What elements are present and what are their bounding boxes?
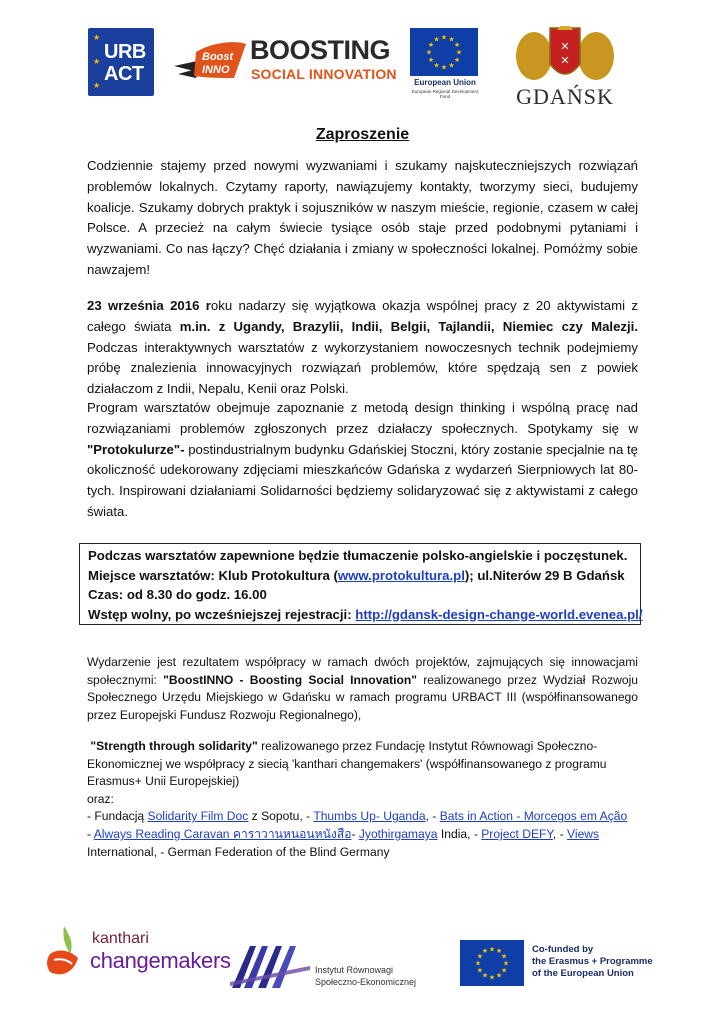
info-registration-label: Wstęp wolny, po wcześniejszej rejestracji: bbox=[88, 606, 356, 622]
svg-text:INNO: INNO bbox=[202, 64, 230, 76]
program-paragraph bbox=[87, 398, 638, 523]
project-defy-link[interactable]: Project DEFY bbox=[481, 826, 553, 841]
eu-star: ★ bbox=[427, 55, 435, 64]
eu-star: ★ bbox=[500, 966, 508, 975]
partners-sep-7: , - bbox=[552, 826, 568, 841]
eu-sublabel: European Regional Development Fund bbox=[411, 89, 479, 99]
eu-star: ★ bbox=[500, 952, 508, 961]
solidarity-project bbox=[87, 738, 638, 791]
eu-star: ★ bbox=[427, 40, 435, 49]
always-reading-caravan-link[interactable]: Always Reading Caravan คาราวานหนอนหนังสือ bbox=[93, 826, 352, 841]
info-location bbox=[88, 566, 632, 586]
eu-star: ★ bbox=[448, 61, 455, 70]
eu-star: ★ bbox=[433, 35, 440, 44]
boostinno-title: BOOSTING bbox=[250, 35, 391, 65]
eu-star: ★ bbox=[476, 952, 484, 961]
jyothirgamaya-link[interactable]: Jyothirgamaya bbox=[358, 826, 438, 841]
erasmus-cofunded-text bbox=[532, 944, 653, 980]
eu-star: ★ bbox=[425, 48, 433, 57]
erasmus-line2: the Erasmus + Programme bbox=[532, 956, 653, 967]
eu-flag-icon bbox=[410, 28, 478, 76]
boostinno-subtitle: SOCIAL INNOVATION bbox=[251, 66, 397, 82]
gdansk-wordmark: GDAŃSK bbox=[516, 84, 614, 109]
protokultura-link[interactable]: www.protokultura.pl bbox=[337, 567, 465, 583]
program-text-2: postindustrialnym budynku Gdańskiej Stoczni, który zostanie specjalnie na tę okoliczność udekorowany zdjęciami mieszkańców Gdańska z wydarzeń Sierpniowych lat 80-tych. Inspirowani działaniami Solidarności będziemy solidaryzować się z aktywistami z całego świata. bbox=[87, 441, 638, 519]
eu-star: ★ bbox=[433, 61, 440, 70]
irs-logo-icon bbox=[230, 942, 312, 990]
partners-sep-1: - Fundacją bbox=[87, 809, 148, 824]
oraz-label: oraz: bbox=[87, 791, 114, 806]
event-text-1: oku nadarzy się wyjątkowa okazja wspólnej pracy z 20 aktywistami z całego świata bbox=[87, 298, 638, 334]
event-date: 23 września 2016 r bbox=[87, 298, 211, 313]
irs-name-line1: Instytut Równowagi bbox=[315, 965, 394, 975]
views-link[interactable]: Views bbox=[567, 826, 600, 841]
kanthari-word: kanthari bbox=[92, 930, 149, 947]
eu-star: ★ bbox=[453, 55, 461, 64]
venue-name: "Protokulurze"- bbox=[87, 441, 185, 457]
urbact-logo: ★ ★ ★ URB ACT bbox=[88, 28, 154, 96]
partners-sep-6: India, - bbox=[437, 826, 482, 841]
info-address: ); ul.Niterów 29 B Gdańsk bbox=[464, 567, 625, 583]
info-location-label: Miejsce warsztatów: Klub Protokultura ( bbox=[88, 567, 338, 583]
eu-star: ★ bbox=[476, 966, 484, 975]
project-solidarity: "Strength through solidarity" bbox=[90, 739, 258, 753]
urbact-line1: URB bbox=[104, 41, 146, 63]
eu-star: ★ bbox=[474, 959, 482, 968]
erasmus-line3: of the European Union bbox=[532, 968, 634, 979]
partners-line-3: International, - German Federation of the Blind Germany bbox=[87, 844, 390, 859]
projects-paragraph bbox=[87, 654, 638, 724]
eu-star: ★ bbox=[481, 947, 489, 956]
changemakers-word: changemakers bbox=[90, 948, 231, 973]
thumbs-up-uganda-link[interactable]: Thumbs Up- Uganda bbox=[313, 809, 426, 824]
eu-star: ★ bbox=[455, 48, 463, 57]
erasmus-line1: Co-funded by bbox=[532, 944, 594, 955]
program-text-1: Program warsztatów obejmuje zapoznanie z metodą design thinking i wspólną pracę nad rozwiązaniami problemów zgłoszonych przez działaczy społecznych. Spotykamy się w bbox=[87, 400, 638, 436]
kanthari-logo-icon bbox=[40, 924, 88, 980]
event-paragraph bbox=[87, 296, 638, 400]
eu-star: ★ bbox=[481, 971, 489, 980]
projects-text-2: realizowanego przez Wydział Rozwoju Społecznego Urzędu Miejskiego w Gdańsku w ramach programu URBACT III (współfinansowanego przez Europejski Fundusz Rozwoju Regionalnego), bbox=[87, 672, 639, 722]
eu-star: ★ bbox=[495, 947, 503, 956]
project-boostinno: "BoostINNO - Boosting Social Innovation" bbox=[163, 672, 418, 687]
info-registration bbox=[88, 605, 643, 625]
partners-sep-5: - bbox=[351, 826, 359, 841]
eu-label: European Union bbox=[414, 78, 476, 87]
projects-text-1: Wydarzenie jest rezultatem współpracy w ramach dwóch projektów, zajmujących się innowacjami społecznymi: bbox=[87, 655, 638, 687]
partners-sep-3: , - bbox=[425, 809, 440, 824]
event-countries: m.in. z Ugandy, Brazylii, Indii, Belgii, Tajlandii, Niemiec czy Malezji. bbox=[179, 318, 638, 334]
info-translation: Podczas warsztatów zapewnione będzie tłumaczenie polsko-angielskie i poczęstunek. bbox=[88, 548, 628, 563]
eu-star: ★ bbox=[448, 35, 455, 44]
eu-star: ★ bbox=[440, 33, 448, 42]
urbact-line2: ACT bbox=[104, 63, 144, 85]
solidarity-text: realizowanego przez Fundację Instytut Równowagi Społeczno-Ekonomicznej we współpracy z siecią 'kanthari changemakers' (współfinansowanego z programu Erasmus+ Unii Europejskiej) bbox=[87, 739, 607, 789]
partners-line-2 bbox=[87, 826, 638, 844]
svg-text:Boost: Boost bbox=[202, 51, 234, 63]
partners-line-1 bbox=[87, 808, 638, 826]
page-title: Zaproszenie bbox=[315, 126, 410, 143]
eu-erasmus-flag-icon bbox=[460, 940, 524, 986]
registration-link[interactable]: http://gdansk-design-change-world.evenea.pl/ bbox=[355, 606, 643, 622]
partners-sep-2: z Sopotu, - bbox=[248, 809, 314, 824]
intro-paragraph: Codziennie stajemy przed nowymi wyzwaniami i szukamy najskuteczniejszych rozwiązań problemów lokalnych. Czytamy raporty, nawiązujemy kontakty, tworzymy sieci, budujemy koalicje. Szukamy dobrych praktyk i sojuszników w naszym mieście, regionie, czasem w całej Polsce. A przecież na całym świecie tysiące osób staje przed podobnymi pytaniami i wyzwaniami. Co nas łączy? Chęć działania i zmiany w społeczności lokalnej. Pomóżmy sobie nawzajem! bbox=[87, 158, 638, 277]
svg-text:✕: ✕ bbox=[560, 54, 570, 67]
bats-in-action-link[interactable]: Bats in Action - Morcegos em Ação bbox=[439, 809, 628, 824]
eu-star: ★ bbox=[488, 945, 496, 954]
eu-star: ★ bbox=[453, 40, 461, 49]
irs-name-line2: Społeczno-Ekonomicznej bbox=[315, 977, 417, 987]
eu-star: ★ bbox=[495, 971, 503, 980]
boostinno-logo-icon bbox=[172, 38, 248, 84]
info-box bbox=[79, 543, 641, 625]
gdansk-crest-icon bbox=[510, 24, 620, 88]
eu-star: ★ bbox=[488, 973, 496, 982]
event-text-2: Podczas interaktywnych warsztatów z wykorzystaniem nowoczesnych technik podejmiemy próbę znalezienia innowacyjnych rozwiązań problemów, które spędzają sen z powiek działaczom z Indii, Nepalu, Kenii oraz Polski. bbox=[87, 339, 638, 397]
eu-star: ★ bbox=[440, 63, 448, 72]
eu-star: ★ bbox=[502, 959, 510, 968]
solidarity-film-doc-link[interactable]: Solidarity Film Doc bbox=[147, 809, 249, 824]
svg-text:✕: ✕ bbox=[560, 40, 570, 53]
partners-sep-4: - bbox=[87, 826, 94, 841]
info-time: Czas: od 8.30 do godz. 16.00 bbox=[88, 587, 267, 602]
partners-paragraph bbox=[87, 738, 638, 861]
